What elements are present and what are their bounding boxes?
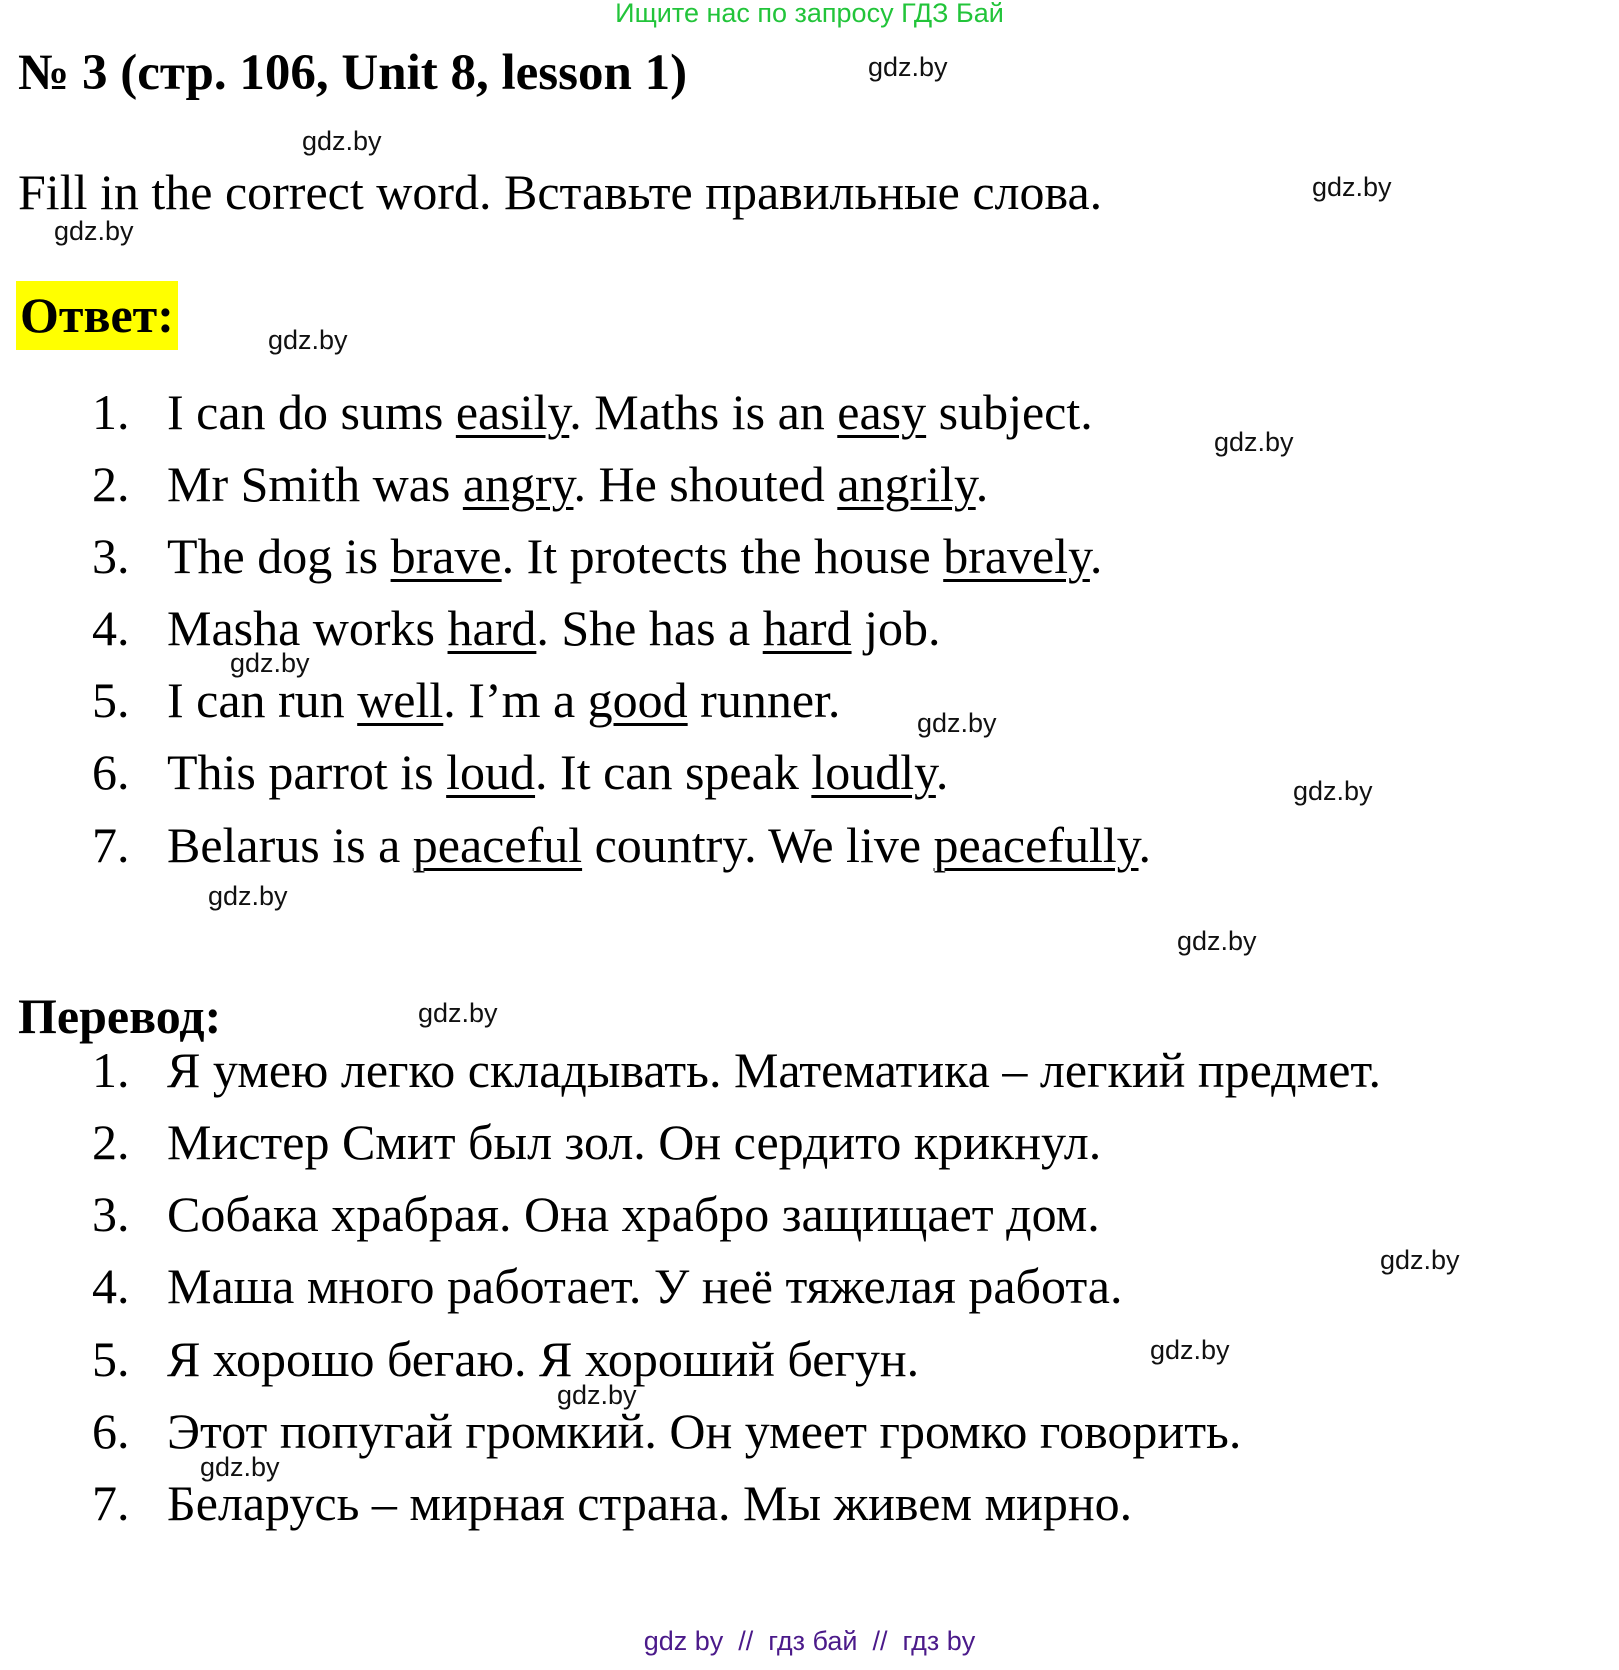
translation-sentence: Я умею легко складывать. Математика – легкий предмет. <box>167 1042 1381 1098</box>
search-banner: Ищите нас по запросу ГДЗ Бай <box>615 0 1004 28</box>
filled-word: brave <box>390 528 502 584</box>
sentence-fragment: . It can speak <box>535 744 812 800</box>
sentence-fragment: Masha works <box>167 600 448 656</box>
watermark: gdz.by <box>302 126 382 156</box>
translation-sentence: Беларусь – мирная страна. Мы живем мирно. <box>167 1475 1133 1531</box>
item-number: 7. <box>92 1475 130 1531</box>
sentence-fragment: . It protects the house <box>501 528 944 584</box>
sentence-fragment: Mr Smith was <box>167 456 463 512</box>
watermark: gdz.by <box>418 998 498 1028</box>
watermark: gdz.by <box>230 648 310 678</box>
watermark: gdz.by <box>557 1380 637 1410</box>
sentence-fragment: I can run <box>167 672 358 728</box>
exercise-title: № 3 (стр. 106, Unit 8, lesson 1) <box>18 45 688 101</box>
item-number: 4. <box>92 600 130 656</box>
task-instruction: Fill in the correct word. Вставьте правильные слова. <box>18 164 1103 220</box>
watermark: gdz.by <box>1380 1245 1460 1275</box>
filled-word: peacefully <box>933 817 1139 873</box>
sentence-fragment: runner. <box>687 672 841 728</box>
item-number: 6. <box>92 744 130 800</box>
filled-word: well <box>357 672 444 728</box>
sentence-fragment: job. <box>851 600 941 656</box>
filled-word: easily <box>455 384 570 440</box>
item-number: 5. <box>92 672 130 728</box>
item-number: 7. <box>92 817 130 873</box>
sentence-fragment: . <box>975 456 989 512</box>
watermark: gdz.by <box>1150 1335 1230 1365</box>
footer-links: gdz by // гдз бай // гдз by <box>643 1626 976 1656</box>
filled-word: angry <box>462 456 574 512</box>
watermark: gdz.by <box>868 52 948 82</box>
answer-sentence <box>167 742 948 802</box>
sentence-fragment: . Maths is an <box>569 384 838 440</box>
item-number: 3. <box>92 528 130 584</box>
sentence-fragment: This parrot is <box>167 744 447 800</box>
answer-sentence <box>167 670 840 730</box>
sentence-fragment: Belarus is a <box>167 817 413 873</box>
filled-word: angrily <box>837 456 976 512</box>
answer-sentence <box>167 382 1093 442</box>
translation-sentence: Этот попугай громкий. Он умеет громко говорить. <box>167 1403 1242 1459</box>
sentence-fragment: I can do sums <box>167 384 456 440</box>
translation-heading: Перевод: <box>18 988 222 1044</box>
item-number: 2. <box>92 1114 130 1170</box>
translation-sentence: Маша много работает. У неё тяжелая работа. <box>167 1258 1123 1314</box>
item-number: 2. <box>92 456 130 512</box>
watermark: gdz.by <box>54 216 134 246</box>
filled-word: easy <box>837 384 927 440</box>
translation-sentence: Я хорошо бегаю. Я хороший бегун. <box>167 1331 920 1387</box>
filled-word: peaceful <box>412 817 583 873</box>
item-number: 1. <box>92 1042 130 1098</box>
filled-word: good <box>587 672 688 728</box>
watermark: gdz.by <box>917 708 997 738</box>
item-number: 1. <box>92 384 130 440</box>
filled-word: hard <box>447 600 537 656</box>
sentence-fragment: country. We live <box>582 817 934 873</box>
sentence-fragment: . She has a <box>536 600 763 656</box>
sentence-fragment: . <box>1089 528 1103 584</box>
filled-word: hard <box>762 600 852 656</box>
watermark: gdz.by <box>268 325 348 355</box>
item-number: 3. <box>92 1186 130 1242</box>
item-number: 5. <box>92 1331 130 1387</box>
watermark: gdz.by <box>1214 427 1294 457</box>
answer-heading: Ответ: <box>16 281 178 350</box>
answer-sentence <box>167 454 988 514</box>
item-number: 6. <box>92 1403 130 1459</box>
answer-sentence <box>167 815 1151 875</box>
item-number: 4. <box>92 1258 130 1314</box>
watermark: gdz.by <box>208 881 288 911</box>
sentence-fragment: The dog is <box>167 528 391 584</box>
filled-word: bravely <box>943 528 1090 584</box>
translation-sentence: Собака храбрая. Она храбро защищает дом. <box>167 1186 1100 1242</box>
filled-word: loudly <box>811 744 936 800</box>
sentence-fragment: . He shouted <box>573 456 838 512</box>
watermark: gdz.by <box>1177 926 1257 956</box>
watermark: gdz.by <box>1293 776 1373 806</box>
watermark: gdz.by <box>1312 172 1392 202</box>
sentence-fragment: . <box>1138 817 1152 873</box>
watermark: gdz.by <box>200 1452 280 1482</box>
sentence-fragment: . I’m a <box>443 672 588 728</box>
answer-sentence <box>167 526 1102 586</box>
filled-word: loud <box>446 744 536 800</box>
translation-sentence: Мистер Смит был зол. Он сердито крикнул. <box>167 1114 1102 1170</box>
sentence-fragment: . <box>935 744 949 800</box>
sentence-fragment: subject. <box>926 384 1093 440</box>
